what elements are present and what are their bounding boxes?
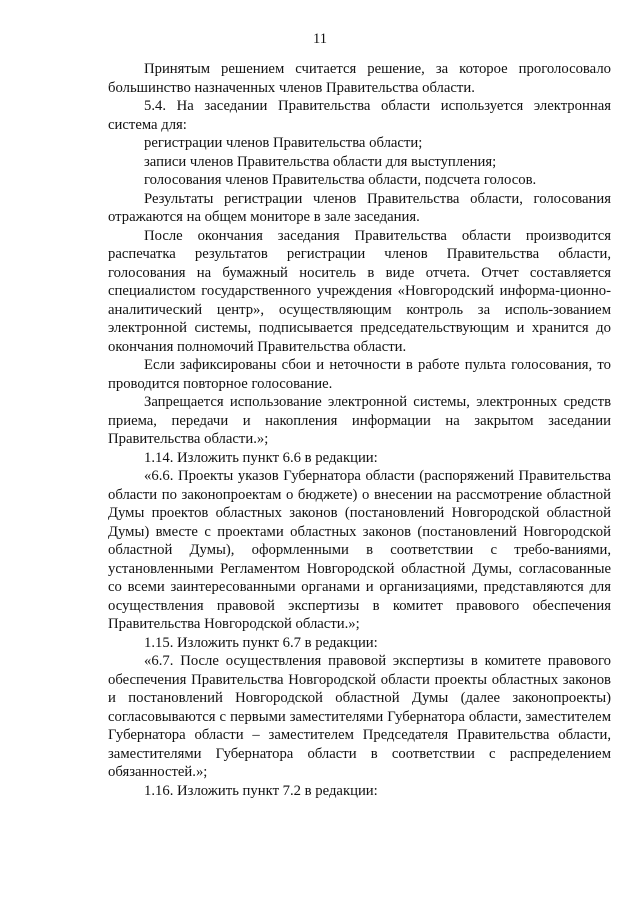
document-body — [108, 60, 611, 800]
list-item: регистрации членов Правительства области; — [144, 135, 423, 151]
paragraph: «6.7. После осуществления правовой экспертизы в комитете правового обеспечения Правительства Новгородской области проекты областных законов и постановлений Новгородской областной Думы (далее законопроекты) согласовываются с первыми заместителями Губернатора области, заместителем Губернатора области – заместителем Председателя Правительства области, заместителями Губернатора области в соответствии с распределением обязанностей.»; — [108, 653, 611, 780]
list-item: записи членов Правительства области для выступления; — [144, 153, 497, 170]
paragraph: После окончания заседания Правительства области производится распечатка результатов регистрации членов Правительства области, голосования на бумажный носитель в виде отчета. Отчет составляется специалистом государственного учреждения «Новгородский информа-ционно-аналитический центр», осуществляющим контроль за исполь-зованием электронной системы, подписывается председательствующим и хранится до окончания полномочий Правительства области. — [108, 227, 611, 355]
paragraph: 5.4. На заседании Правительства области используется электронная система для: — [108, 98, 611, 133]
paragraph: Если зафиксированы сбои и неточности в работе пульта голосования, то проводится повторное голосование. — [108, 357, 611, 392]
paragraph: 1.15. Изложить пункт 6.7 в редакции: — [144, 634, 378, 651]
paragraph: 1.16. Изложить пункт 7.2 в редакции: — [144, 782, 378, 799]
paragraph: 1.14. Изложить пункт 6.6 в редакции: — [144, 449, 378, 466]
paragraph: Результаты регистрации членов Правительства области, голосования отражаются на общем мониторе в зале заседания. — [108, 190, 611, 225]
page-number: 11 — [313, 31, 327, 47]
list-item: голосования членов Правительства области, подсчета голосов. — [144, 172, 537, 188]
paragraph: Запрещается использование электронной системы, электронных средств приема, передачи и накопления информации на закрытом заседании Правительства области.»; — [108, 394, 611, 447]
paragraph: Принятым решением считается решение, за которое проголосовало большинство назначенных членов Правительства области. — [108, 61, 611, 96]
paragraph: «6.6. Проекты указов Губернатора области (распоряжений Правительства области по законопроектам о бюджете) о внесении на рассмотрение областной Думы проектов областных законов (постановлений Новгородской областной Думы) вместе с проектами областных законов (постановлений Новгородской областной Думы), оформленными в соответствии с требо-ваниями, установленными Регламентом Новгородской областной Думы, согласованные со всеми заинтересованными органами и организациями, представляются для осуществления правовой экспертизы в комитет правового обеспечения Правительства Новгородской области.»; — [108, 468, 611, 632]
